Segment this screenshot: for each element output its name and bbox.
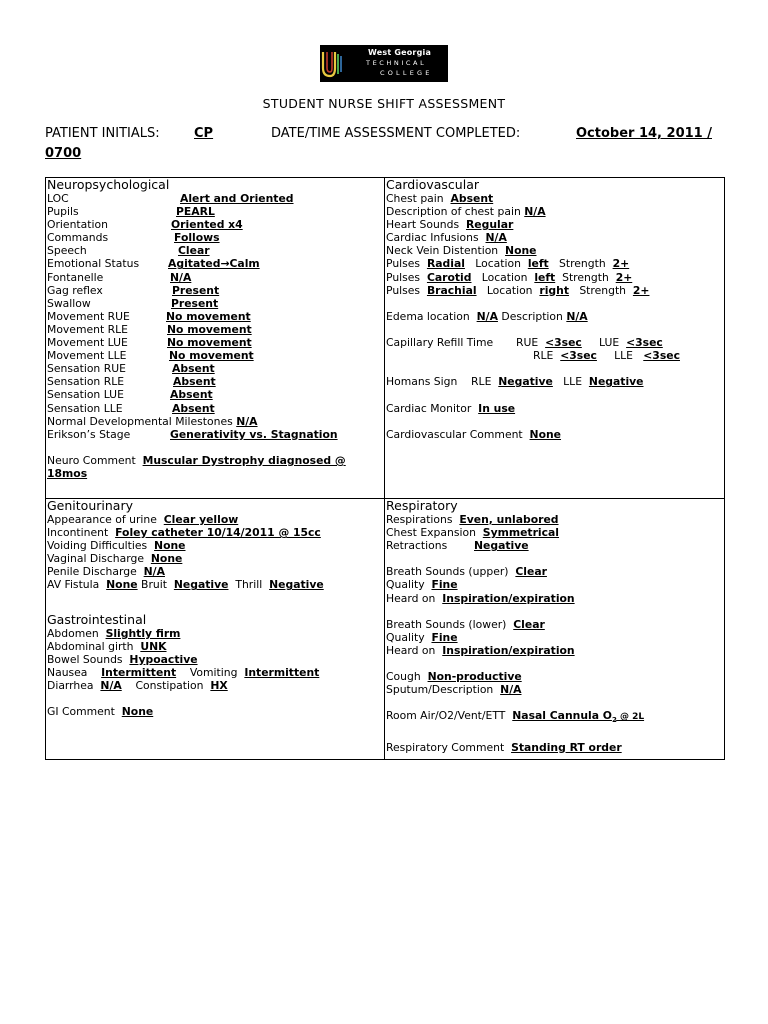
date-completed-value-b: 0700 [45, 146, 82, 161]
neuro-sensation-lue-row [47, 388, 384, 401]
resp-room-air-row [386, 709, 724, 727]
field-label: Constipation [135, 679, 204, 693]
neuro-comment-row [47, 454, 384, 467]
cardio-chest-pain-row [386, 192, 724, 205]
field-label: LLE [614, 349, 633, 363]
field-label: Quality [386, 578, 425, 592]
field-value: Fine [431, 630, 458, 644]
cardio-cap-refill-row-2 [386, 349, 724, 362]
field-label: AV Fistula [47, 578, 100, 592]
field-value: PEARL [176, 205, 215, 219]
field-label: Heart Sounds [386, 218, 460, 232]
field-value: Negative [498, 375, 553, 389]
logo-line-2: TECHNICAL [366, 59, 427, 67]
field-value: right [539, 283, 570, 297]
field-label: LOC [47, 192, 69, 205]
field-label: Breath Sounds (upper) [386, 565, 509, 579]
field-value: In use [478, 401, 516, 415]
neuro-section [46, 178, 385, 499]
field-value: Absent [173, 375, 216, 389]
field-label: Fontanelle [47, 270, 104, 284]
neuro-sensation-lle-row [47, 402, 384, 415]
field-value: Muscular Dystrophy diagnosed @ [142, 453, 346, 467]
field-label: Neuro Comment [47, 453, 136, 467]
logo-line-3: COLLEGE [380, 69, 433, 77]
gu-vaginal-row [47, 552, 384, 565]
field-label: Gag reflex [47, 283, 103, 297]
field-value: 18mos [47, 466, 88, 480]
field-label: Nausea [47, 665, 88, 679]
field-label: Movement RUE [47, 309, 130, 323]
neuro-speech-row [47, 244, 384, 257]
gu-gi-section [46, 499, 385, 760]
neuro-sensation-rle-row [47, 375, 384, 388]
field-label: Commands [47, 231, 109, 245]
room-value-b: @ 2L [616, 712, 645, 723]
field-value: 2+ [612, 257, 630, 271]
field-value: HX [210, 679, 228, 693]
field-value: No movement [166, 309, 251, 323]
field-value: N/A [524, 205, 546, 219]
field-label: Appearance of urine [47, 513, 157, 526]
field-label: Strength [559, 257, 606, 271]
field-label: Chest Expansion [386, 526, 476, 540]
neuro-movement-lle-row [47, 349, 384, 362]
cardio-chest-desc-row [386, 205, 724, 218]
field-label: Sensation RLE [47, 375, 125, 389]
field-label: Movement RLE [47, 322, 128, 336]
neuro-milestones-row [47, 415, 384, 428]
field-label: Location [475, 257, 521, 271]
field-value: Clear [515, 565, 547, 579]
field-value: N/A [566, 309, 588, 323]
field-value: N/A [476, 309, 498, 323]
field-label: Sputum/Description [386, 683, 494, 697]
field-value: Regular [465, 218, 514, 232]
field-label: Capillary Refill Time [386, 336, 494, 350]
neuro-erikson-row [47, 428, 384, 441]
cardio-section [385, 178, 725, 499]
neuro-sensation-rue-row [47, 362, 384, 375]
field-label: Pulses [386, 270, 421, 284]
field-value: Negative [474, 539, 529, 553]
field-label: Heard on [386, 643, 436, 657]
room-value-a: Nasal Cannula O [512, 709, 612, 723]
field-label: Edema location [386, 309, 470, 323]
field-value: Follows [174, 231, 220, 245]
field-value: Hypoactive [129, 652, 198, 666]
field-label: Strength [579, 283, 627, 297]
field-value: <3sec [626, 336, 663, 350]
gi-title: Gastrointestinal [47, 611, 147, 627]
field-value: Clear yellow [163, 513, 239, 526]
resp-chest-row [386, 526, 724, 539]
field-label: Movement LUE [47, 336, 128, 350]
assessment-grid [45, 177, 725, 760]
field-label: Cardiac Infusions [386, 231, 479, 245]
resp-quality-lower-row [386, 631, 724, 644]
gi-abdomen-row [47, 627, 384, 640]
field-value: None [150, 552, 183, 566]
field-value: Intermittent [244, 665, 320, 679]
resp-heard-lower-row [386, 644, 724, 657]
neuro-gag-row [47, 284, 384, 297]
logo-wg-mark-icon [321, 50, 343, 78]
field-label: Sensation RUE [47, 362, 126, 376]
field-value: Negative [588, 375, 644, 389]
field-value: Fine [431, 578, 458, 592]
field-label: Pulses [386, 257, 421, 271]
field-value: Clear [513, 617, 545, 631]
cardio-neck-vein-row [386, 244, 724, 257]
field-label: Quality [386, 630, 425, 644]
gi-bowel-row [47, 653, 384, 666]
resp-title: Respiratory [386, 498, 458, 513]
logo-line-1: West Georgia [368, 48, 432, 57]
resp-respirations-row [386, 513, 724, 526]
field-label: Cardiac Monitor [386, 401, 472, 415]
room-value-sub: 2 [611, 716, 617, 725]
field-value: Oriented x4 [171, 218, 243, 232]
field-label: Bowel Sounds [47, 652, 123, 666]
gi-comment-row [47, 705, 384, 718]
field-label: Bruit [141, 578, 167, 592]
field-label: Pupils [47, 205, 79, 219]
field-value: N/A [500, 683, 522, 697]
patient-initials-label: PATIENT INITIALS: [45, 126, 160, 141]
neuro-title: Neuropsychological [47, 177, 170, 192]
field-value: None [106, 578, 138, 592]
field-label: Movement LLE [47, 349, 127, 363]
field-value: Radial [426, 257, 465, 271]
field-label: Swallow [47, 296, 91, 310]
field-value: <3sec [560, 349, 597, 363]
cardio-homans-row [386, 375, 724, 388]
cardio-pulse-carotid-row [386, 271, 724, 284]
field-value: Generativity vs. Stagnation [170, 427, 338, 441]
field-value: Brachial [426, 283, 477, 297]
field-value: Non-productive [427, 670, 522, 684]
field-label: Abdominal girth [47, 639, 134, 653]
field-label: Room Air/O2/Vent/ETT [386, 709, 506, 723]
field-value: Standing RT order [511, 740, 622, 754]
resp-breath-upper-row [386, 565, 724, 578]
neuro-fontanelle-row [47, 271, 384, 284]
field-value: Agitated→Calm [168, 257, 260, 271]
field-value: Intermittent [101, 665, 177, 679]
field-label: Penile Discharge [47, 565, 137, 579]
field-value: No movement [167, 322, 252, 336]
field-value: No movement [167, 336, 252, 350]
gu-penile-row [47, 565, 384, 578]
field-value: Foley catheter 10/14/2011 @ 15cc [115, 526, 321, 540]
field-label: Emotional Status [47, 257, 140, 271]
field-label: Strength [562, 270, 609, 284]
field-value: Slightly firm [105, 626, 181, 640]
field-value: N/A [485, 231, 507, 245]
field-value: <3sec [545, 336, 582, 350]
field-value: None [529, 427, 562, 441]
field-value: None [121, 705, 154, 719]
cardio-comment-row [386, 428, 724, 441]
field-label: Incontinent [47, 526, 109, 540]
resp-sputum-row [386, 683, 724, 696]
college-logo [320, 45, 448, 82]
field-label: Diarrhea [47, 679, 94, 693]
field-value: No movement [169, 349, 254, 363]
field-label: Sensation LUE [47, 388, 124, 402]
field-value: Inspiration/expiration [442, 643, 575, 657]
field-label: Orientation [47, 218, 108, 232]
field-label: RLE [533, 349, 554, 363]
field-label: RLE [471, 375, 492, 389]
resp-retractions-row [386, 539, 724, 552]
resp-comment-row [386, 741, 724, 754]
field-label: Chest pain [386, 192, 444, 205]
field-label: Erikson’s Stage [47, 427, 131, 441]
field-label: Retractions [386, 539, 448, 553]
cardio-heart-sounds-row [386, 218, 724, 231]
neuro-swallow-row [47, 297, 384, 310]
field-label: Vaginal Discharge [47, 552, 144, 566]
field-label: Description [501, 309, 563, 323]
cardio-monitor-row [386, 402, 724, 415]
field-label: Breath Sounds (lower) [386, 617, 507, 631]
gu-title: Genitourinary [47, 498, 133, 513]
neuro-pupils-row [47, 205, 384, 218]
field-label: Homans Sign [386, 375, 458, 389]
resp-heard-upper-row [386, 592, 724, 605]
field-value: N/A [143, 565, 165, 579]
cardio-infusions-row [386, 231, 724, 244]
field-label: Respiratory Comment [386, 740, 505, 754]
cardio-pulse-brachial-row [386, 284, 724, 297]
field-value: left [527, 257, 549, 271]
field-label: Cardiovascular Comment [386, 427, 523, 441]
field-value: UNK [140, 639, 167, 653]
gu-incontinent-row [47, 526, 384, 539]
field-value: Absent [172, 401, 215, 415]
cardio-pulse-radial-row [386, 257, 724, 270]
field-value: <3sec [643, 349, 680, 363]
field-value: N/A [236, 414, 258, 428]
field-label: Neck Vein Distention [386, 244, 499, 258]
field-value: Absent [450, 192, 494, 205]
field-value: Alert and Oriented [180, 192, 294, 205]
field-value: Present [171, 296, 219, 310]
field-value: N/A [170, 270, 192, 284]
field-label: GI Comment [47, 705, 115, 719]
neuro-movement-lue-row [47, 336, 384, 349]
field-value: Absent [170, 388, 213, 402]
field-label: Pulses [386, 283, 421, 297]
field-value: None [505, 244, 537, 258]
field-label: Vomiting [189, 665, 238, 679]
field-value: Present [172, 283, 220, 297]
field-label: Description of chest pain [386, 205, 521, 219]
field-label: Respirations [386, 513, 453, 526]
field-label: LLE [563, 375, 583, 389]
gi-diarrhea-row [47, 679, 384, 692]
document-title: STUDENT NURSE SHIFT ASSESSMENT [262, 96, 506, 111]
resp-quality-upper-row [386, 578, 724, 591]
field-value: Negative [269, 578, 324, 592]
cardio-cap-refill-row [386, 336, 724, 349]
field-label: Cough [386, 670, 421, 684]
neuro-emotional-row [47, 257, 384, 270]
field-value: Inspiration/expiration [442, 591, 575, 605]
gu-voiding-row [47, 539, 384, 552]
field-label: Abdomen [47, 626, 99, 640]
field-value: Even, unlabored [459, 513, 559, 526]
field-value [512, 709, 645, 725]
field-value: Negative [173, 578, 229, 592]
field-label: Speech [47, 244, 87, 258]
field-label: RUE [516, 336, 539, 350]
field-label: Thrill [235, 578, 263, 592]
field-value: Symmetrical [482, 526, 560, 540]
gu-urine-row [47, 513, 384, 526]
field-label: LUE [599, 336, 620, 350]
neuro-orientation-row [47, 218, 384, 231]
neuro-loc-row [47, 192, 384, 205]
field-label: Heard on [386, 591, 436, 605]
field-value: 2+ [632, 283, 650, 297]
gu-av-fistula-row [47, 578, 384, 591]
field-value: Absent [172, 362, 215, 376]
field-value: Clear [178, 244, 210, 258]
field-label: Normal Developmental Milestones [47, 414, 233, 428]
field-label: Voiding Difficulties [47, 539, 148, 553]
field-value: Carotid [426, 270, 472, 284]
date-completed-value-a: October 14, 2011 / [576, 126, 712, 141]
patient-initials-value: CP [194, 126, 214, 141]
field-label: Location [486, 283, 533, 297]
field-value: left [534, 270, 556, 284]
gi-nausea-row [47, 666, 384, 679]
resp-cough-row [386, 670, 724, 683]
neuro-comment-row-2 [47, 467, 384, 480]
neuro-commands-row [47, 231, 384, 244]
gi-girth-row [47, 640, 384, 653]
field-value: None [154, 539, 186, 553]
field-label: Sensation LLE [47, 401, 123, 415]
cardio-edema-row [386, 310, 724, 323]
neuro-movement-rle-row [47, 323, 384, 336]
cardio-title: Cardiovascular [386, 177, 479, 192]
resp-breath-lower-row [386, 618, 724, 631]
date-completed-label: DATE/TIME ASSESSMENT COMPLETED: [271, 126, 521, 141]
field-label: Location [481, 270, 528, 284]
resp-section [385, 499, 725, 760]
field-value: N/A [100, 679, 122, 693]
field-value: 2+ [615, 270, 633, 284]
neuro-movement-rue-row [47, 310, 384, 323]
